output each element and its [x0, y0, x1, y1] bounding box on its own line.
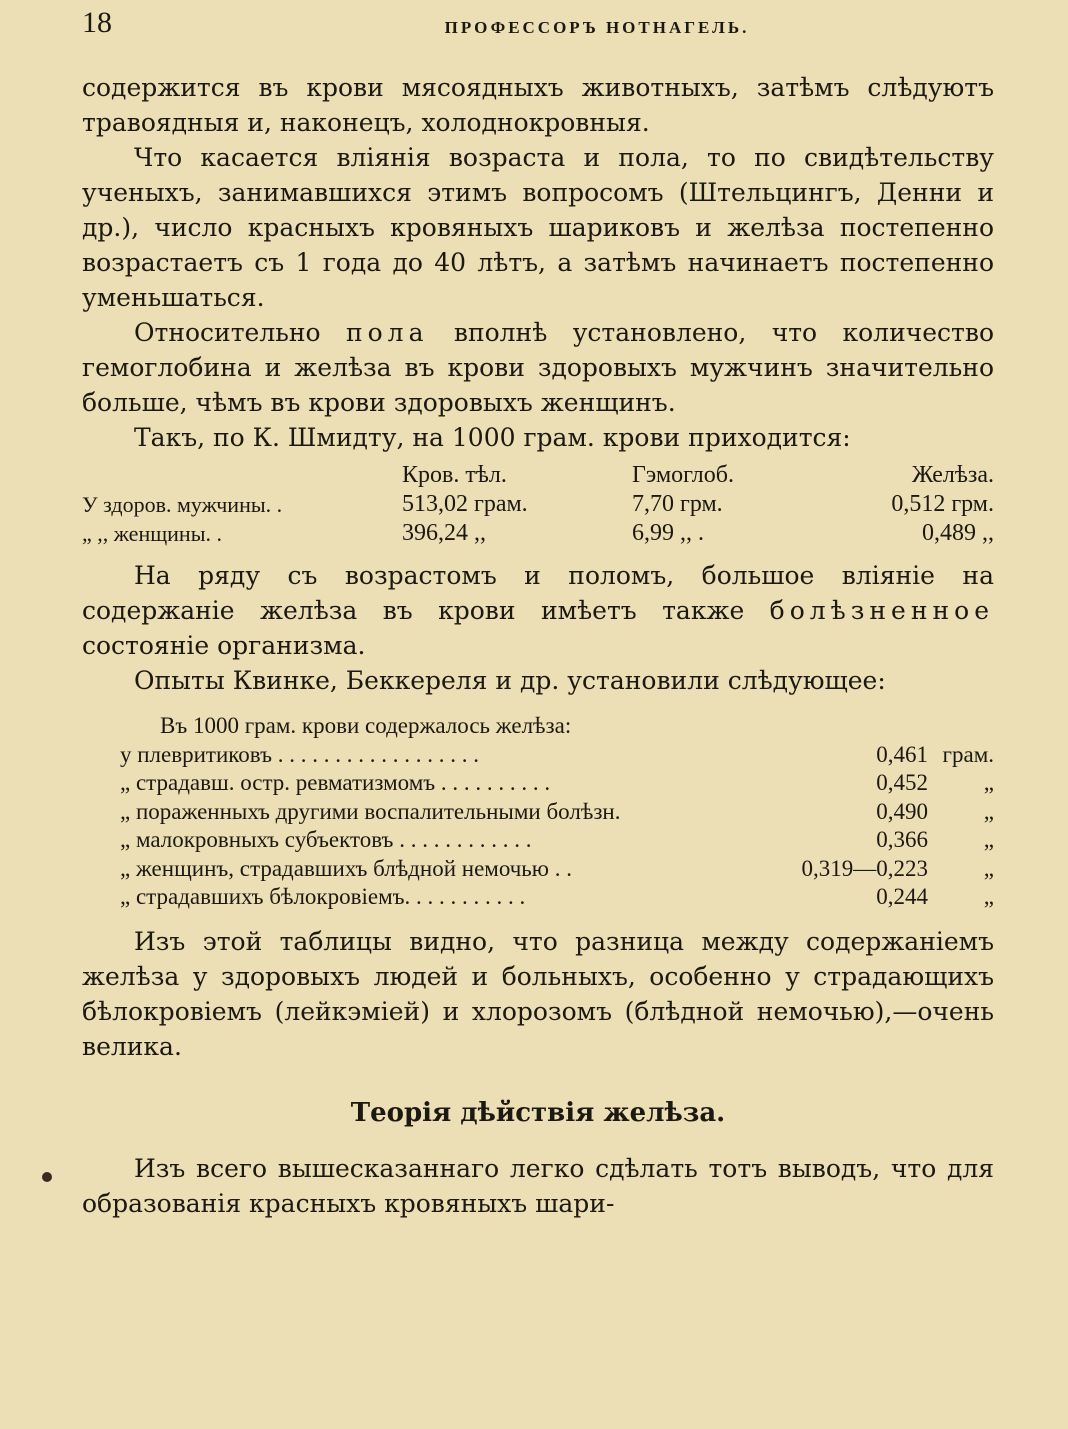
paragraph-text: состояніе организма.: [82, 631, 366, 660]
table-value: 0,452: [876, 770, 928, 795]
table-cell: 6,99 ,, .: [632, 520, 704, 546]
table-cell: „ женщинъ, страдавшихъ блѣдной немочью . .: [120, 855, 572, 881]
table-row: [82, 741, 994, 770]
schmidt-table: [82, 461, 994, 548]
table-unit: „: [983, 798, 994, 824]
paragraph: [82, 558, 994, 663]
paragraph: [82, 315, 994, 420]
illness-iron-table: [82, 712, 994, 912]
page-header: [82, 6, 992, 46]
paragraph: Такъ, по К. Шмидту, на 1000 грам. крови приходится:: [134, 423, 851, 452]
table-header-cell: Желѣза.: [911, 462, 994, 488]
table-unit: „: [983, 855, 994, 881]
table-row: [82, 826, 994, 855]
table-unit: „: [983, 827, 994, 852]
ink-spot: [42, 1172, 52, 1182]
table-cell: „ страдавш. остр. ревматизмомъ . . . . . . . . . .: [120, 770, 551, 795]
table-row: [82, 519, 994, 548]
paragraph: Изъ этой таблицы видно, что разница между содержаніемъ желѣза у здоровыхъ людей и больныхъ, особенно у страдающихъ бѣлокровіемъ (лейкэміей) и хлорозомъ (блѣдной немочью),—очень велика.: [82, 926, 994, 1061]
table-unit: грам.: [942, 741, 994, 767]
table-cell: „ малокровныхъ субъектовъ . . . . . . . . . . . .: [120, 827, 532, 852]
spaced-emphasis: болѣзненное: [769, 596, 994, 625]
table-value: 0,490: [876, 798, 928, 824]
table-heading: Въ 1000 грам. крови содержалось желѣза:: [160, 713, 572, 738]
table-cell: у плевритиковъ . . . . . . . . . . . . . . . . . .: [120, 741, 479, 767]
table-header-row: [82, 461, 994, 490]
paragraph: Опыты Квинке, Беккереля и др. установили слѣдующее:: [134, 666, 886, 695]
running-title: ПРОФЕССОРЪ НОТНАГЕЛЬ.: [444, 18, 750, 37]
table-cell: „ страдавшихъ бѣлокровіемъ. . . . . . . . . . .: [120, 884, 526, 909]
table-cell: 513,02 грам.: [402, 491, 528, 517]
table-cell: 7,70 грм.: [632, 491, 723, 517]
table-cell: „ пораженныхъ другими воспалительными болѣзн.: [120, 798, 621, 824]
table-header-cell: [82, 461, 402, 490]
table-value: 0,366: [876, 827, 928, 852]
table-cell: „ ,, женщины. .: [82, 521, 222, 546]
paragraph: Изъ всего вышесказаннаго легко сдѣлать тотъ выводъ, что для образованія красныхъ кровяныхъ шари-: [82, 1153, 994, 1218]
table-cell: У здоров. мужчины. .: [82, 492, 283, 517]
section-title: Теорія дѣйствія желѣза.: [350, 1097, 726, 1128]
table-value: 0,461: [876, 741, 928, 767]
table-unit: „: [983, 884, 994, 909]
table-unit: „: [983, 770, 994, 795]
table-cell: 0,512 грм.: [891, 491, 994, 517]
table-cell: 396,24 ,,: [402, 520, 486, 546]
page-number: 18: [82, 6, 112, 39]
table-value: 0,319—0,223: [801, 855, 928, 881]
table-row: [82, 883, 994, 912]
paragraph-text: вполнѣ установлено, что количество гемоглобина и желѣза въ крови здоровыхъ мужчинъ значительно больше, чѣмъ въ крови здоровыхъ женщинъ.: [82, 318, 995, 417]
paragraph: Что касается вліянія возраста и пола, то по свидѣтельству ученыхъ, занимавшихся этимъ вопросомъ (Штельцингъ, Денни и др.), число красныхъ кровяныхъ шариковъ и желѣза постепенно возрастаетъ съ 1 года до 40 лѣтъ, а затѣмъ начинаетъ постепенно уменьшаться.: [82, 143, 994, 312]
paragraph-text: Относительно: [134, 318, 321, 347]
table-header-cell: Гэмоглоб.: [632, 462, 734, 488]
table-row: [82, 769, 994, 798]
table-row: [82, 490, 994, 519]
table-row: [82, 855, 994, 884]
table-row: [82, 798, 994, 827]
table-cell: 0,489 ,,: [922, 520, 994, 546]
table-header-cell: Кров. тѣл.: [402, 462, 507, 488]
spaced-emphasis: пола: [345, 318, 429, 347]
paragraph: содержится въ крови мясоядныхъ животныхъ, затѣмъ слѣдуютъ травоядныя и, наконецъ, холоднокровныя.: [82, 73, 994, 137]
paragraph-text: На ряду съ возрастомъ и поломъ, большое вліяніе на содержаніе желѣза въ крови имѣетъ также: [82, 561, 994, 625]
table-value: 0,244: [876, 884, 928, 909]
page-body: [82, 70, 994, 1221]
